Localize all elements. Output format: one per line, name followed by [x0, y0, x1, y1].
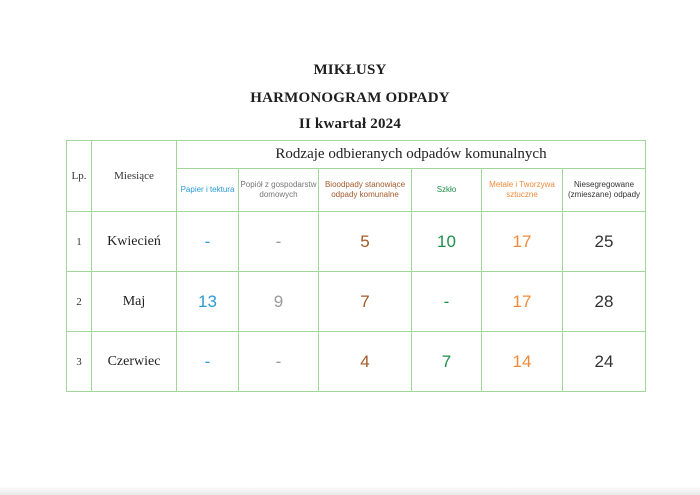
waste-types-header: Rodzaje odbieranych odpadów komunalnych: [177, 141, 646, 169]
metal-cell: 17: [482, 212, 563, 272]
glass-cell: 10: [412, 212, 482, 272]
category-mixed: Niesegregowane (zmieszane) odpady: [563, 169, 646, 212]
paper-cell: 13: [177, 272, 239, 332]
ash-cell: -: [239, 332, 319, 392]
mixed-cell: 24: [563, 332, 646, 392]
quarter-title: II kwartał 2024: [298, 116, 402, 132]
ash-cell: -: [239, 212, 319, 272]
category-metal: Metale i Tworzywa sztuczne: [482, 169, 563, 212]
mixed-cell: 25: [563, 212, 646, 272]
table-row: [67, 272, 646, 332]
category-paper: Papier i tektura: [177, 169, 239, 212]
column-header-lp: Lp.: [67, 141, 92, 212]
month-cell: Czerwiec: [92, 332, 177, 392]
row-number: 2: [67, 272, 92, 332]
category-ash: Popiół z gospodarstw domowych: [239, 169, 319, 212]
page-edge: [0, 486, 700, 495]
table-row: [67, 212, 646, 272]
header-row: [67, 141, 646, 169]
paper-cell: -: [177, 212, 239, 272]
schedule-table: [66, 140, 646, 392]
bio-cell: 5: [319, 212, 412, 272]
table-row: [67, 332, 646, 392]
glass-cell: -: [412, 272, 482, 332]
month-cell: Kwiecień: [92, 212, 177, 272]
ash-cell: 9: [239, 272, 319, 332]
glass-cell: 7: [412, 332, 482, 392]
row-number: 1: [67, 212, 92, 272]
schedule-title: HARMONOGRAM ODPADY: [250, 90, 450, 106]
paper-cell: -: [177, 332, 239, 392]
column-header-month: Miesiące: [92, 141, 177, 212]
month-cell: Maj: [92, 272, 177, 332]
bio-cell: 4: [319, 332, 412, 392]
mixed-cell: 28: [563, 272, 646, 332]
metal-cell: 14: [482, 332, 563, 392]
metal-cell: 17: [482, 272, 563, 332]
category-bio: Bioodpady stanowiące odpady komunalne: [319, 169, 412, 212]
row-number: 3: [67, 332, 92, 392]
bio-cell: 7: [319, 272, 412, 332]
location-title: MIKŁUSY: [313, 62, 387, 78]
category-glass: Szkło: [412, 169, 482, 212]
